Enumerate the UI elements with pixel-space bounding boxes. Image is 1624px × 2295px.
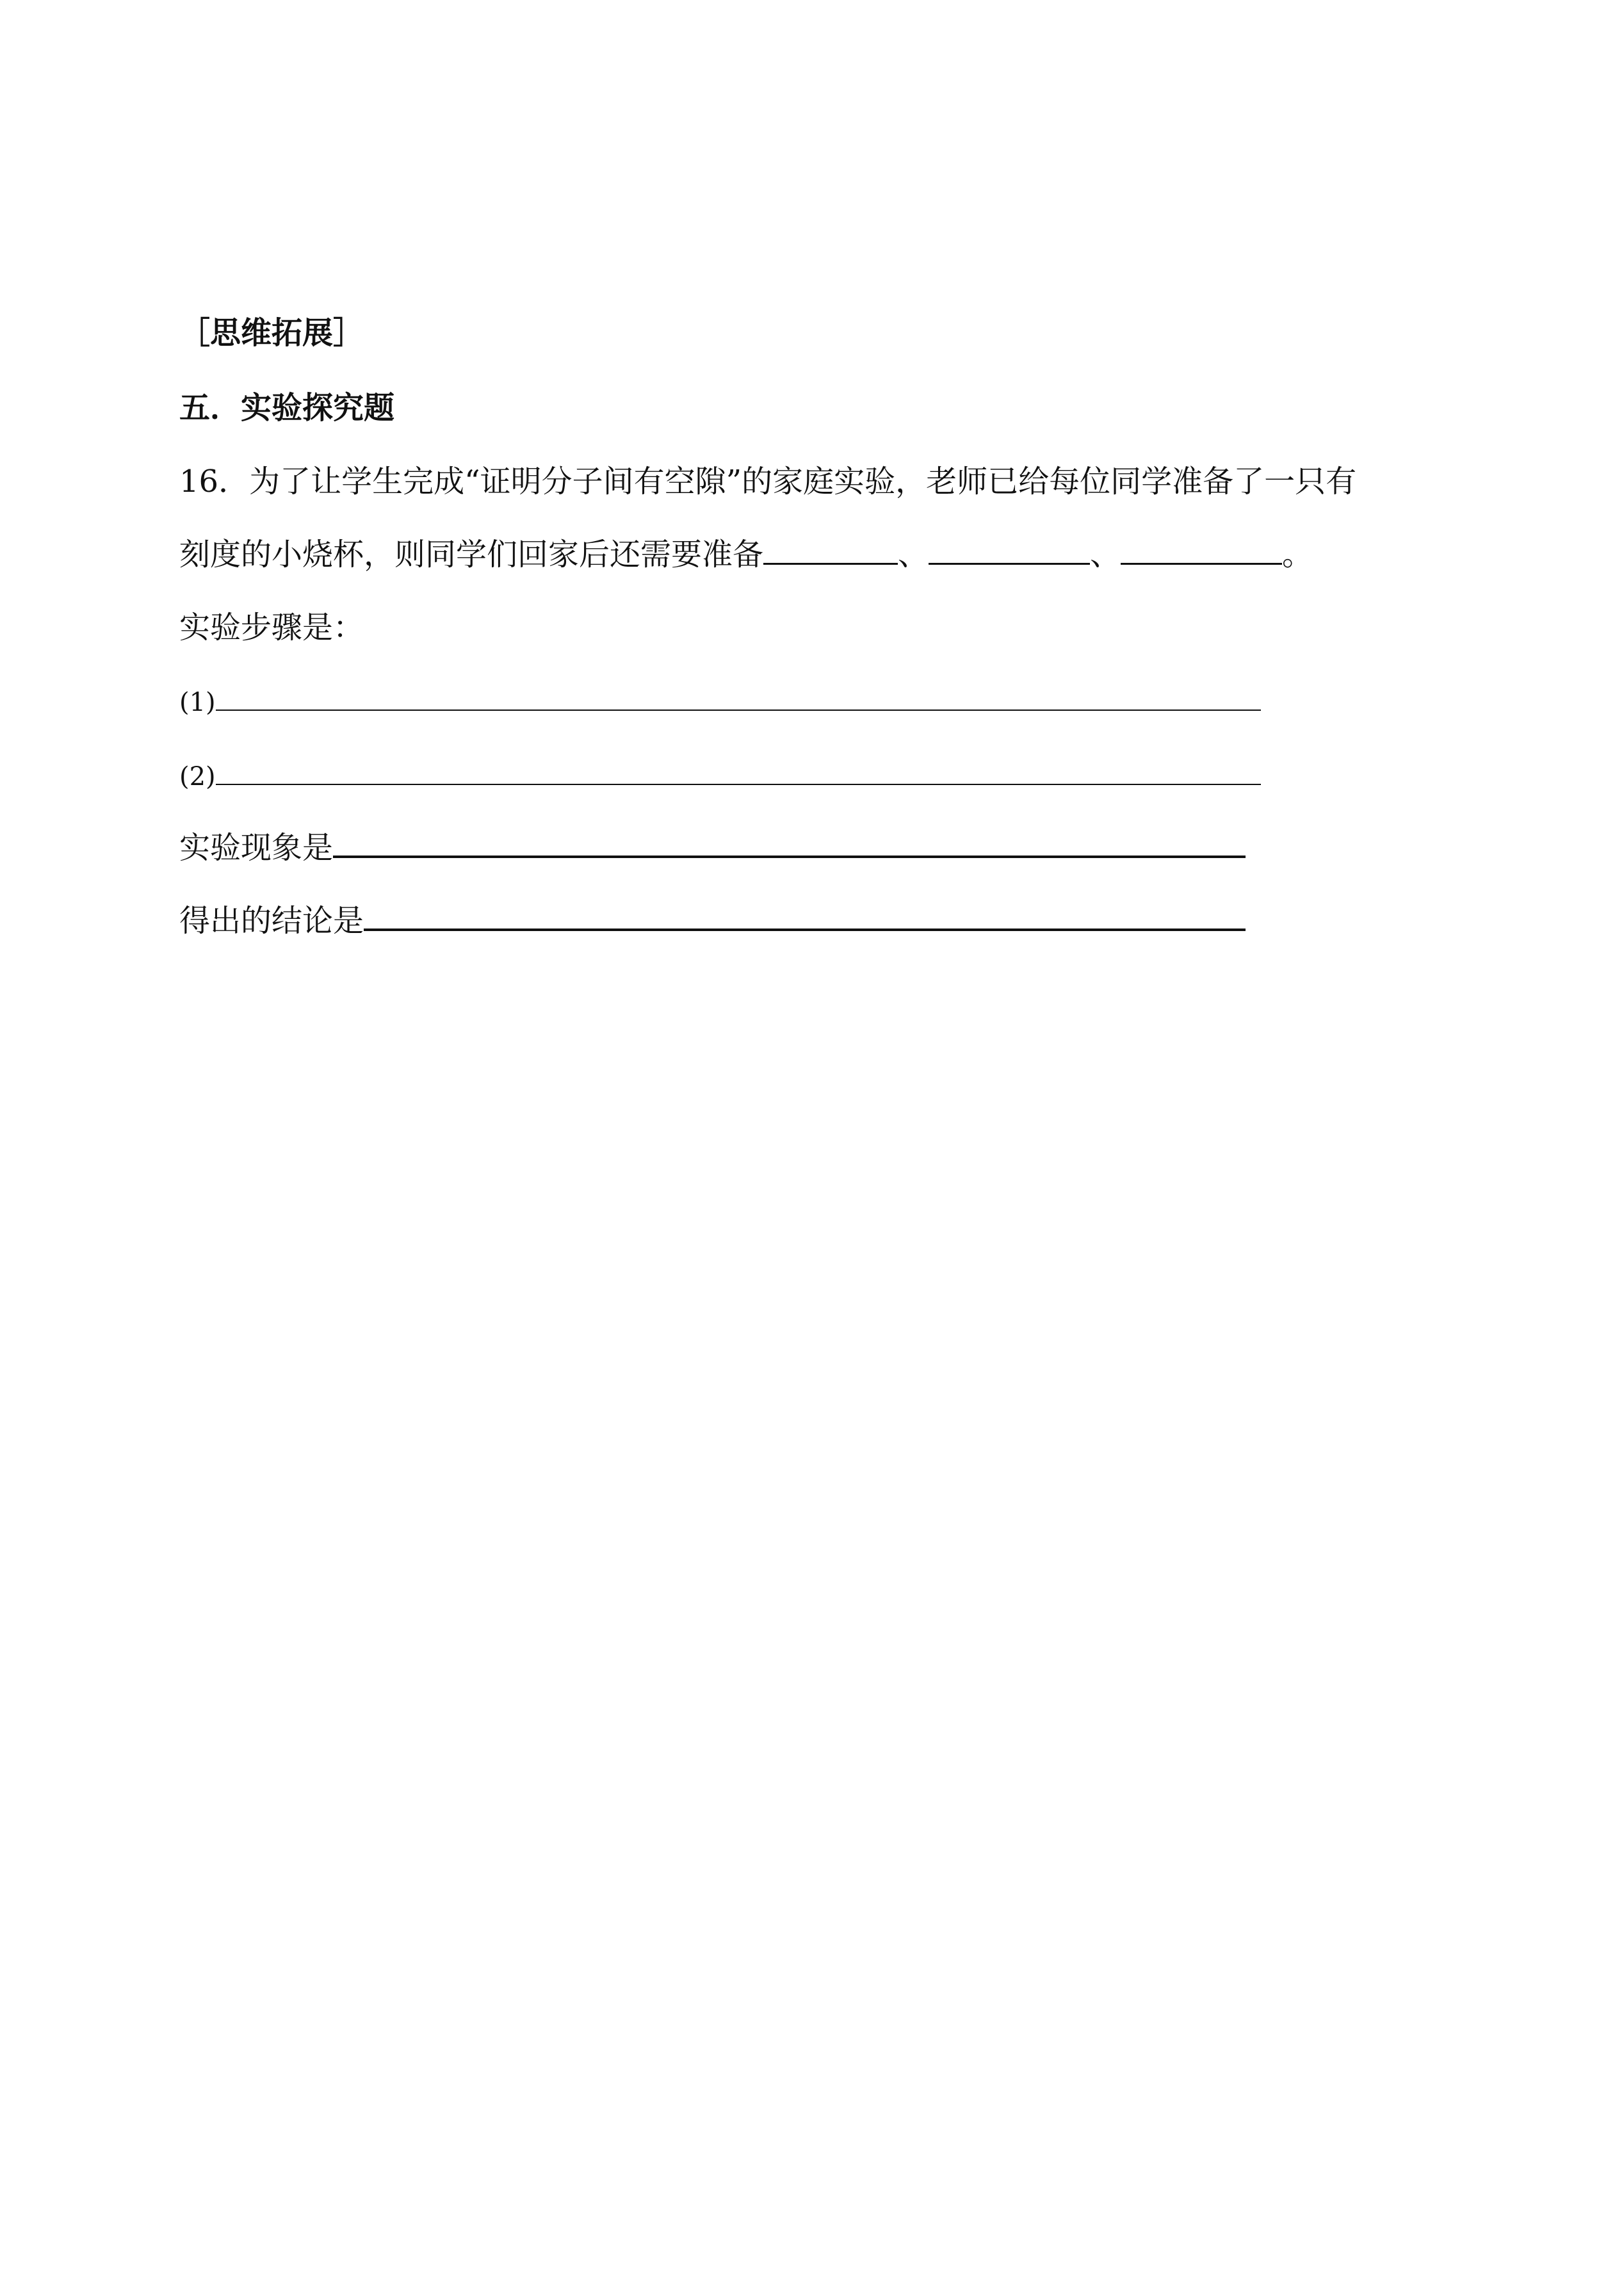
answer-blank-1[interactable] [763,535,898,565]
phenomenon-blank[interactable] [333,827,1246,858]
separator-2: 、 [1090,537,1121,572]
step-1-row [179,681,1261,722]
step-2-row [179,756,1261,796]
separator-1: 、 [898,537,929,572]
conclusion-row [179,900,1246,940]
part-title: 五．实验探究题 [179,390,395,426]
question-line-1 [179,462,1356,501]
question-line-2 [179,535,1313,574]
step-1-label: (1) [179,688,216,717]
question-text-line-1: 为了让学生完成“证明分子间有空隙”的家庭实验，老师已给每位同学准备了一只有 [249,464,1357,499]
phenomenon-row [179,827,1246,867]
section-heading: ［思维拓展］ [179,315,364,351]
steps-label: 实验步骤是： [179,610,364,645]
step-2-label: (2) [179,762,216,791]
question-text-line-2: 刻度的小烧杯，则同学们回家后还需要准备 [179,537,764,572]
step-1-blank[interactable] [216,684,1261,711]
answer-blank-3[interactable] [1121,535,1282,565]
conclusion-blank[interactable] [364,900,1246,931]
step-2-blank[interactable] [216,758,1261,785]
question-number: 16． [179,464,250,499]
answer-blank-2[interactable] [929,535,1090,565]
conclusion-label: 得出的结论是 [179,903,364,939]
sentence-end: 。 [1282,537,1313,572]
phenomenon-label: 实验现象是 [179,830,334,866]
